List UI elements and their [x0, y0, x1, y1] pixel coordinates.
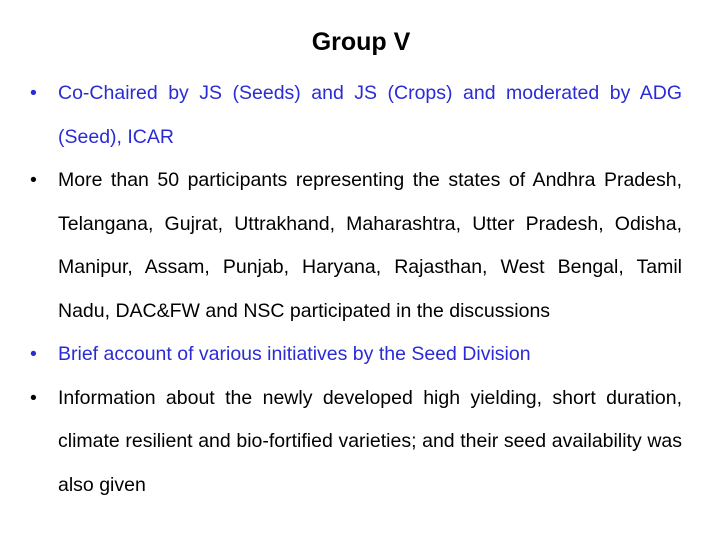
bullet-text: Information about the newly developed high yielding, short duration, climate resilient and bio-fortified varieties; and their seed availability was also given — [58, 386, 682, 496]
bullet-text: More than 50 participants representing the states of Andhra Pradesh, Telangana, Gujrat, Uttrakhand, Maharashtra, Utter Pradesh, Odisha, Manipur, Assam, Punjab, Haryana, Rajasthan, West Bengal, Tamil Nadu, DAC&FW and NSC participated in the discussions — [58, 169, 682, 322]
bullet-dot-icon: • — [30, 169, 37, 191]
bullet-item-initiatives — [30, 333, 682, 377]
bullet-dot-icon: • — [30, 82, 37, 104]
bullet-item-varieties — [30, 377, 682, 508]
slide-title: Group V — [311, 28, 411, 56]
bullet-item-cochairs — [30, 72, 682, 159]
bullet-dot-icon: • — [30, 386, 37, 409]
bullet-text: Co-Chaired by JS (Seeds) and JS (Crops) and moderated by ADG (Seed), ICAR — [58, 82, 682, 148]
bullet-item-participants — [30, 159, 682, 333]
bullet-dot-icon: • — [30, 343, 37, 365]
bullet-text: Brief account of various initiatives by the Seed Division — [58, 343, 531, 365]
bullet-list — [30, 72, 682, 507]
